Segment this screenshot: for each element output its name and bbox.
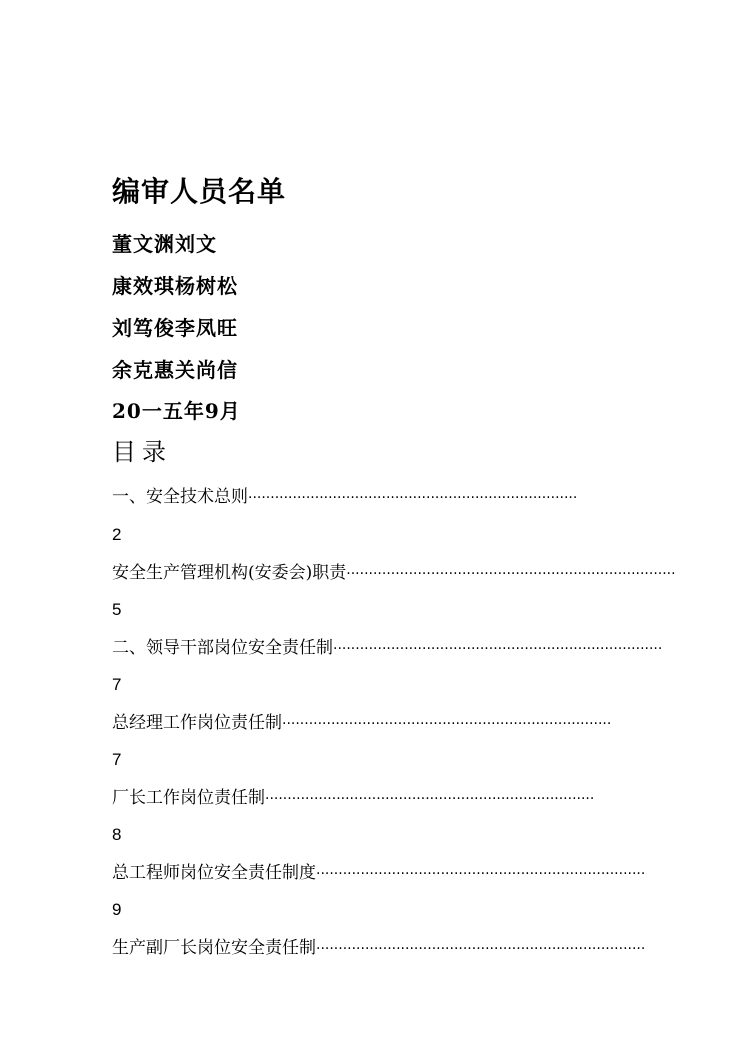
staff-names-line-3: 刘笃俊李凤旺 — [112, 316, 238, 340]
toc-entry[interactable] — [112, 484, 634, 510]
toc-dot-leader: ·········································································· — [316, 866, 646, 882]
toc-entry[interactable] — [112, 860, 646, 886]
toc-page-number: 2 — [112, 525, 122, 544]
toc-page-number: 7 — [112, 675, 122, 694]
toc-dot-leader: ·········································································· — [333, 641, 663, 657]
toc-entry[interactable] — [112, 560, 676, 586]
staff-names-line-4: 余克惠关尚信 — [112, 358, 238, 382]
toc-page-number: 8 — [112, 825, 122, 844]
toc-page-number: 9 — [112, 900, 122, 919]
toc-dot-leader: ·········································································· — [316, 941, 646, 957]
toc-entry-text: 生产副厂长岗位安全责任制 — [112, 938, 316, 958]
toc-page-number: 7 — [112, 750, 122, 769]
staff-names-line-1: 董文渊刘文 — [112, 232, 217, 256]
toc-dot-leader: ·········································································· — [248, 490, 578, 506]
toc-entry[interactable] — [112, 935, 646, 961]
toc-entry-text: 一、安全技术总则 — [112, 487, 248, 507]
toc-dot-leader: ·········································································· — [282, 716, 612, 732]
toc-page-number: 5 — [112, 600, 122, 619]
toc-entry[interactable] — [112, 785, 634, 811]
toc-entry[interactable] — [112, 635, 663, 661]
toc-dot-leader: ·········································································· — [265, 791, 595, 807]
toc-dot-leader: ·········································································· — [346, 566, 676, 582]
toc-entry-text: 总经理工作岗位责任制 — [112, 713, 282, 733]
staff-list-title: 编审人员名单 — [112, 175, 287, 208]
toc-entry-text: 厂长工作岗位责任制 — [112, 788, 265, 808]
toc-title: 目录 — [112, 438, 172, 466]
document-date: 20一五年9月 — [112, 399, 241, 423]
toc-entry-text: 二、领导干部岗位安全责任制 — [112, 638, 333, 658]
toc-entry-text: 安全生产管理机构(安委会)职责 — [112, 563, 347, 583]
toc-entry[interactable] — [112, 710, 634, 736]
staff-names-line-2: 康效琪杨树松 — [112, 274, 238, 298]
toc-entry-text: 总工程师岗位安全责任制度 — [112, 863, 316, 883]
